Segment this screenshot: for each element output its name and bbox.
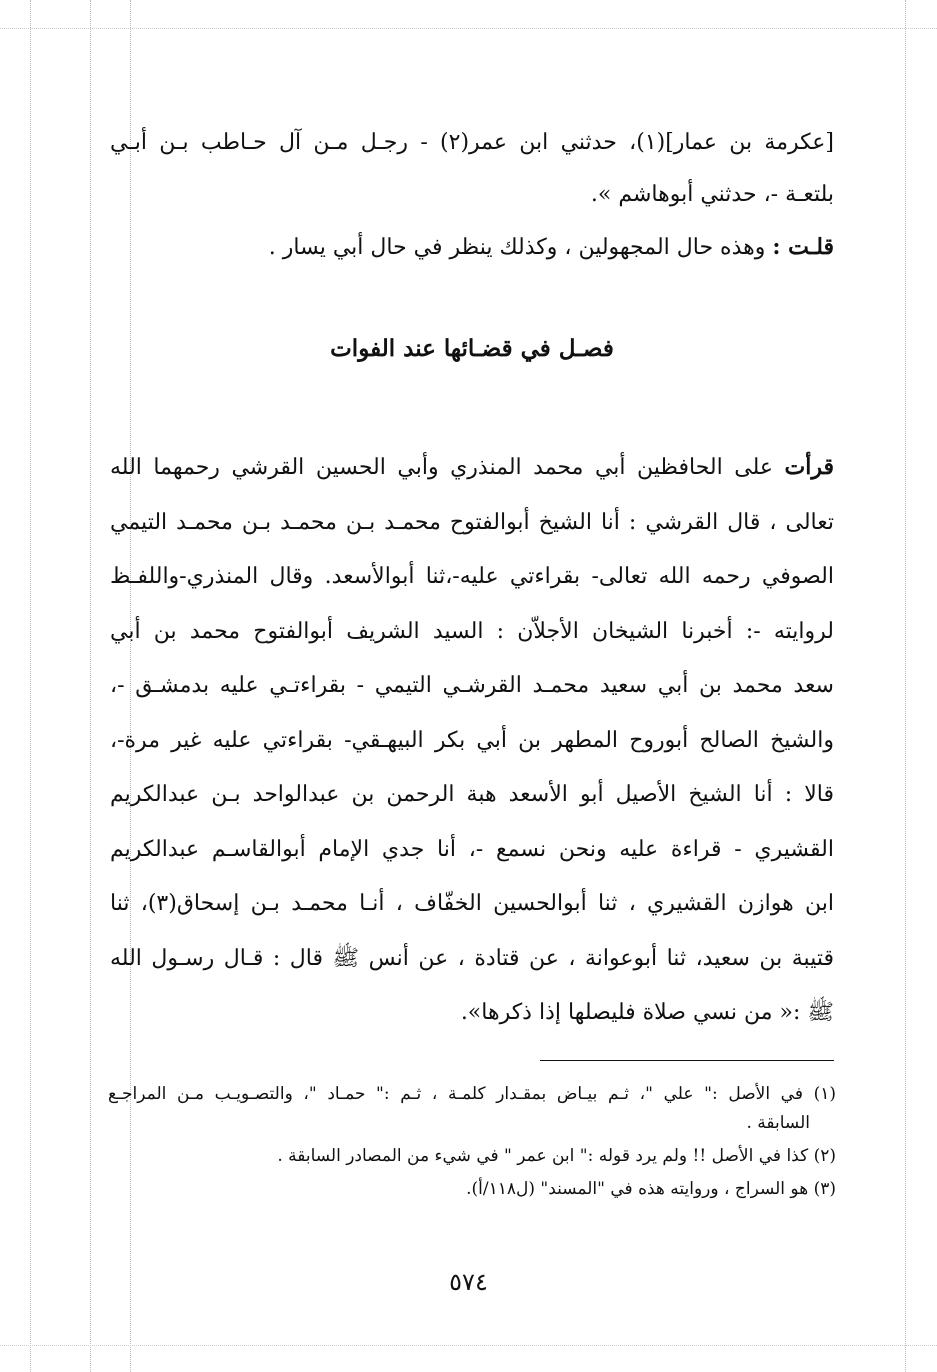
body-first-line-text: على الحافظين أبي محمد المنذري وأبي الحسين القرشي رحمهما الله <box>110 455 773 480</box>
body-line: سعد محمد بن أبي سعيد محمـد القرشـي التيمي - بقراءتـي عليه بدمشـق -، <box>110 673 834 698</box>
intro-comment-text: وهذه حال المجهولين ، وكذلك ينظر في حال أبي يسار . <box>268 235 766 260</box>
footnote-1: (١) في الأصل :" علي "، ثـم بيـاض بمقـدار كلمـة ، ثـم :" حمـاد "، والتصـويـب مـن المراجـع <box>108 1084 836 1104</box>
scan-guide-line <box>0 28 937 29</box>
body-paragraph <box>110 440 834 1041</box>
qaratu-lead-word: قرأت <box>784 454 834 480</box>
body-line: قتيبة بن سعيد، ثنا أبوعوانة ، عن قتادة ، عن أنس ﷺ قال : قـال رسـول الله <box>110 945 834 971</box>
qultu-lead-word: قلـت : <box>772 234 834 260</box>
footnotes <box>108 1080 836 1204</box>
body-line: ﷺ :« من نسي صلاة فليصلها إذا ذكرها». <box>460 1000 834 1025</box>
intro-comment-line <box>110 221 834 274</box>
footnote-1-continuation: السابقة . <box>746 1113 810 1133</box>
section-heading: فصـل في قضـائها عند الفوات <box>330 335 614 362</box>
body-line: الصوفي رحمه الله تعالى- بقراءتي عليه-،ثنا أبوالأسعد. وقال المنذري-واللفـظ <box>110 564 834 589</box>
body-line <box>110 440 834 496</box>
body-line: ابن هوازن القشيري ، ثنا أبوالحسين الخفّاف ، أنـا محمـد بـن إسحاق(٣)، ثنا <box>110 891 834 916</box>
intro-line: [عكرمة بن عمار](١)، حدثني ابن عمر(٢) - رجـل مـن آل حـاطب بـن أبـي <box>110 130 834 155</box>
scan-guide-line <box>30 0 31 1372</box>
body-line: لروايته -: أخبرنا الشيخان الأجلاّن : السيد الشريف أبوالفتوح محمد بن أبي <box>110 618 834 644</box>
scan-guide-line <box>0 1345 937 1346</box>
body-line: تعالى ، قال القرشي : أنا الشيخ أبوالفتوح محمـد بـن محمـد بـن محمـد التيمي <box>110 509 834 535</box>
footnote-separator <box>540 1060 834 1061</box>
footnote-3: (٣) هو السراج ، وروايته هذه في "المسند" (ل١١٨/أ). <box>466 1179 836 1199</box>
scan-guide-line <box>90 0 91 1372</box>
page-number: ٥٧٤ <box>449 1268 488 1296</box>
body-line: قالا : أنا الشيخ الأصيل أبو الأسعد هبة الرحمن بن عبدالواحد بـن عبدالكريم <box>110 782 834 807</box>
footnote-2: (٢) كذا في الأصل !! ولم يرد قوله :" ابن عمر " في شيء من المصادر السابقة . <box>277 1146 836 1166</box>
body-line: والشيخ الصالح أبوروح المطهر بن أبي بكر البيهـقي- بقراءتي عليه غير مرة-، <box>110 727 834 753</box>
intro-line: بلتعـة -، حدثني أبوهاشم ». <box>590 182 834 207</box>
intro-paragraph <box>110 117 834 274</box>
body-line: القشيري - قراءة عليه ونحن نسمع -، أنا جدي الإمام أبوالقاسـم عبدالكريم <box>110 836 834 862</box>
scan-guide-line <box>905 0 906 1372</box>
